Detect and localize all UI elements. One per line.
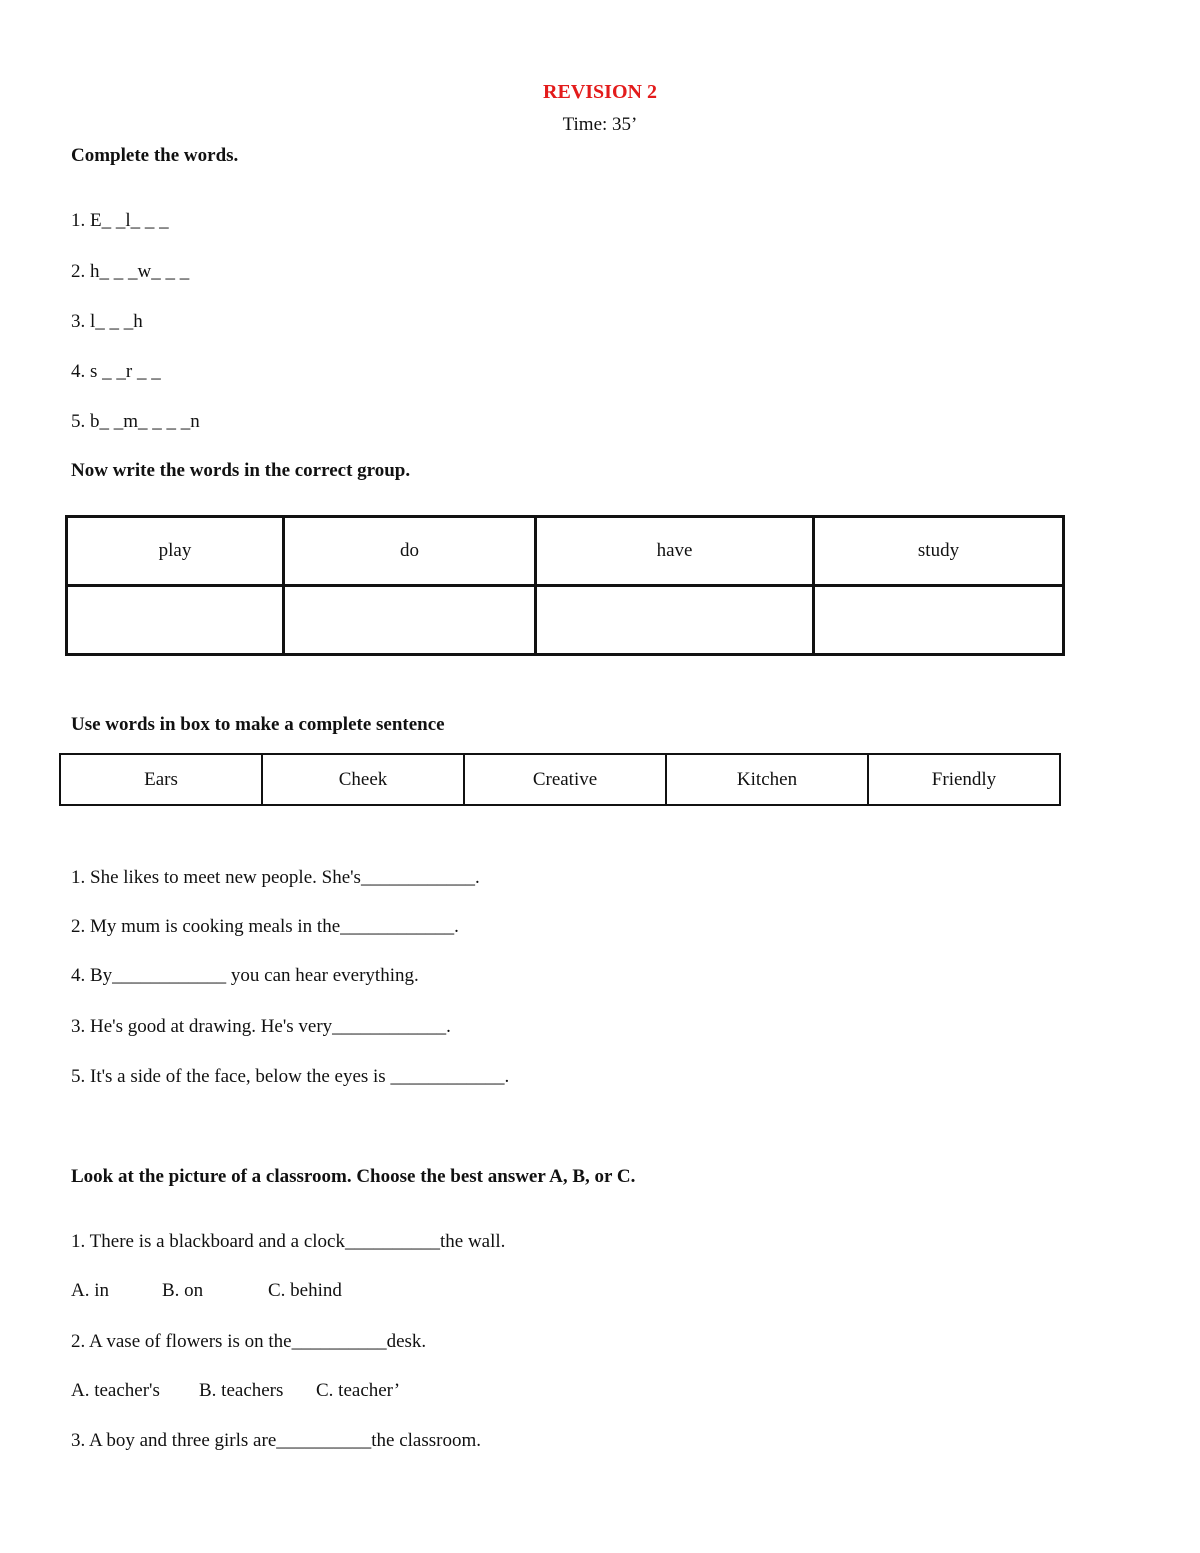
group-answer-cell[interactable]: [67, 586, 284, 655]
section4-heading: Look at the picture of a classroom. Choose the best answer A, B, or C.: [71, 1166, 636, 1187]
group-answer-cell[interactable]: [536, 586, 814, 655]
group-header-have: have: [536, 517, 814, 586]
section3-heading: Use words in box to make a complete sentence: [71, 714, 445, 735]
answer-option-b: B. on: [162, 1280, 204, 1301]
answer-option-c: C. behind: [268, 1280, 342, 1301]
sentence-item: 3. He's good at drawing. He's very____________.: [71, 1016, 451, 1037]
section1-heading: Complete the words.: [71, 145, 239, 166]
word-item: 4. s _ _r _ _: [71, 361, 161, 382]
question-item: 3. A boy and three girls are__________the classroom.: [71, 1430, 482, 1451]
word-box-cell: Ears: [60, 754, 262, 805]
answer-option-b: B. teachers: [199, 1380, 284, 1401]
question-item: 2. A vase of flowers is on the__________desk.: [71, 1331, 427, 1352]
question-item: 1. There is a blackboard and a clock__________the wall.: [71, 1231, 506, 1252]
sentence-item: 5. It's a side of the face, below the eyes is ____________.: [71, 1066, 510, 1087]
word-box-cell: Kitchen: [666, 754, 868, 805]
answer-option-a: A. teacher's: [71, 1380, 160, 1401]
sentence-item: 4. By____________ you can hear everything.: [71, 965, 419, 986]
group-header-do: do: [284, 517, 536, 586]
answer-option-c: C. teacher’: [316, 1380, 401, 1401]
word-item: 2. h_ _ _w_ _ _: [71, 261, 190, 282]
word-box-cell: Creative: [464, 754, 666, 805]
word-item: 1. E_ _l_ _ _: [71, 210, 169, 231]
group-answer-cell[interactable]: [284, 586, 536, 655]
page-title: REVISION 2: [543, 81, 657, 103]
sentence-item: 1. She likes to meet new people. She's____________.: [71, 867, 480, 888]
word-box: [59, 753, 1061, 806]
group-header-study: study: [814, 517, 1064, 586]
section2-heading: Now write the words in the correct group.: [71, 460, 411, 481]
group-table: [65, 515, 1065, 656]
word-item: 3. l_ _ _h: [71, 311, 143, 332]
group-answer-cell[interactable]: [814, 586, 1064, 655]
word-item: 5. b_ _m_ _ _ _n: [71, 411, 200, 432]
word-box-cell: Friendly: [868, 754, 1060, 805]
sentence-item: 2. My mum is cooking meals in the____________.: [71, 916, 459, 937]
answer-option-a: A. in: [71, 1280, 109, 1301]
group-header-play: play: [67, 517, 284, 586]
word-box-cell: Cheek: [262, 754, 464, 805]
time-limit: Time: 35’: [562, 114, 638, 135]
